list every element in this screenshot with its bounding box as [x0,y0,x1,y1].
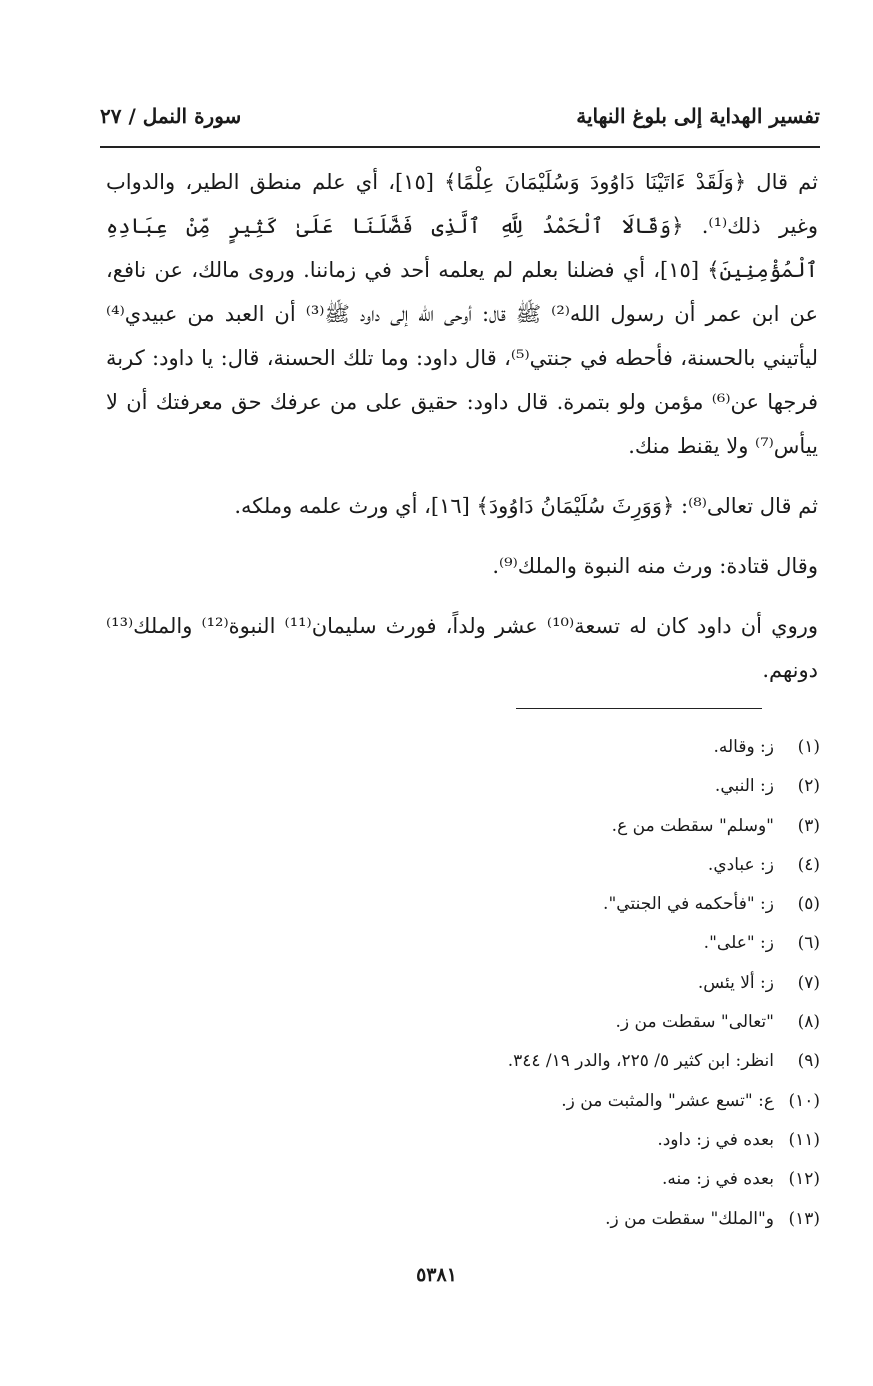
footnote-number: (١٠) [788,1090,820,1111]
footnote [420,885,820,924]
book-title: تفسير الهداية إلى بلوغ النهاية [576,104,820,128]
footnote-text: ز: "على". [703,933,774,954]
footnote [420,807,820,846]
footnote [420,1200,820,1239]
footnote-number: (٣) [797,815,820,836]
main-text [106,160,818,692]
footnote [420,1160,820,1199]
footnote-text: ز: ألا يئس. [697,972,774,993]
footnote-text: ز: عبادي. [707,854,774,875]
footnote-number: (٧) [797,972,820,993]
footnote-number: (٥) [797,894,820,915]
footnote-text: و"الملك" سقطت من ز. [605,1208,774,1229]
footnote [420,964,820,1003]
footnote [420,1121,820,1160]
footnote-number: (٢) [797,776,820,797]
footnote-text: "وسلم" سقطت من ع. [611,815,774,836]
footnote [420,924,820,963]
footnote-text: ز: "فأحكمه في الجنتي". [603,894,774,915]
footnote [420,728,820,767]
footnote-number: (١) [797,737,820,757]
footnote-number: (١١) [788,1129,820,1150]
footnote-text: بعده في ز: داود. [657,1129,774,1150]
footnotes-list [420,728,820,1239]
footnote [420,1003,820,1042]
footnote-number: (٨) [797,1012,820,1033]
footnote [420,767,820,806]
footnote [420,1042,820,1081]
footnote-text: ع: "تسع عشر" والمثبت من ز. [561,1090,774,1111]
footnote-number: (١٣) [788,1208,820,1229]
footnote-text: بعده في ز: منه. [662,1169,774,1190]
paragraph: ثم قال ﴿وَلَقَدْ ءَاتَيْنَا دَاوُودَ وَسُلَيْمَانَ عِلْمًا﴾ [١٥]، أي علم منطق الطير، والدواب وغير ذلك⁽¹⁾. ﴿وَقَالَا ٱلْحَمْدُ لِلَّهِ ٱلَّذِى فَضَّلَنَا عَلَىٰ كَثِيرٍ مِّنْ عِبَادِهِ ٱلْمُؤْمِنِينَ﴾ [١٥]، أي فضلنا بعلم لم يعلمه أحد في زماننا. وروى مالك، عن نافع، عن ابن عمر أن رسول الله⁽²⁾ ﷺ قال: أوحى الله إلى داود ﷺ⁽³⁾ أن العبد من عبيدي⁽⁴⁾ ليأتيني بالحسنة، فأحطه في جنتي⁽⁵⁾، قال داود: وما تلك الحسنة، قال: يا داود: كربة فرجها عن⁽⁶⁾ مؤمن ولو بتمرة. قال داود: حقيق على من عرفك حق معرفتك أن لا ييأس⁽⁷⁾ ولا يقنط منك. [106,170,819,458]
footnote-number: (٤) [797,854,820,875]
footnote-number: (٦) [797,933,820,954]
paragraph: وقال قتادة: ورث منه النبوة والملك⁽⁹⁾. [492,554,818,578]
running-header [100,100,820,138]
footnote-text: ز: النبي. [714,776,774,797]
footnote [420,1082,820,1121]
footnote [420,846,820,885]
paragraph: وروي أن داود كان له تسعة⁽¹⁰⁾ عشر ولداً، فورث سليمان⁽¹¹⁾ النبوة⁽¹²⁾ والملك⁽¹³⁾ دونهم. [106,614,819,682]
footnote-rule [516,708,762,709]
footnote-text: ز: وقاله. [713,737,774,757]
header-rule [100,146,820,148]
footnote-text: "تعالى" سقطت من ز. [615,1012,774,1033]
footnote-number: (١٢) [788,1169,820,1190]
footnote-text: انظر: ابن كثير ٥/ ٢٢٥، والدر ١٩/ ٣٤٤. [507,1051,774,1072]
footnote-number: (٩) [797,1051,820,1072]
page-number: ٥٣٨١ [416,1264,457,1286]
paragraph: ثم قال تعالى⁽⁸⁾: ﴿وَوَرِثَ سُلَيْمَانُ دَاوُودَ﴾ [١٦]، أي ورث علمه وملكه. [234,494,818,518]
surah-reference: سورة النمل / ٢٧ [100,104,242,128]
